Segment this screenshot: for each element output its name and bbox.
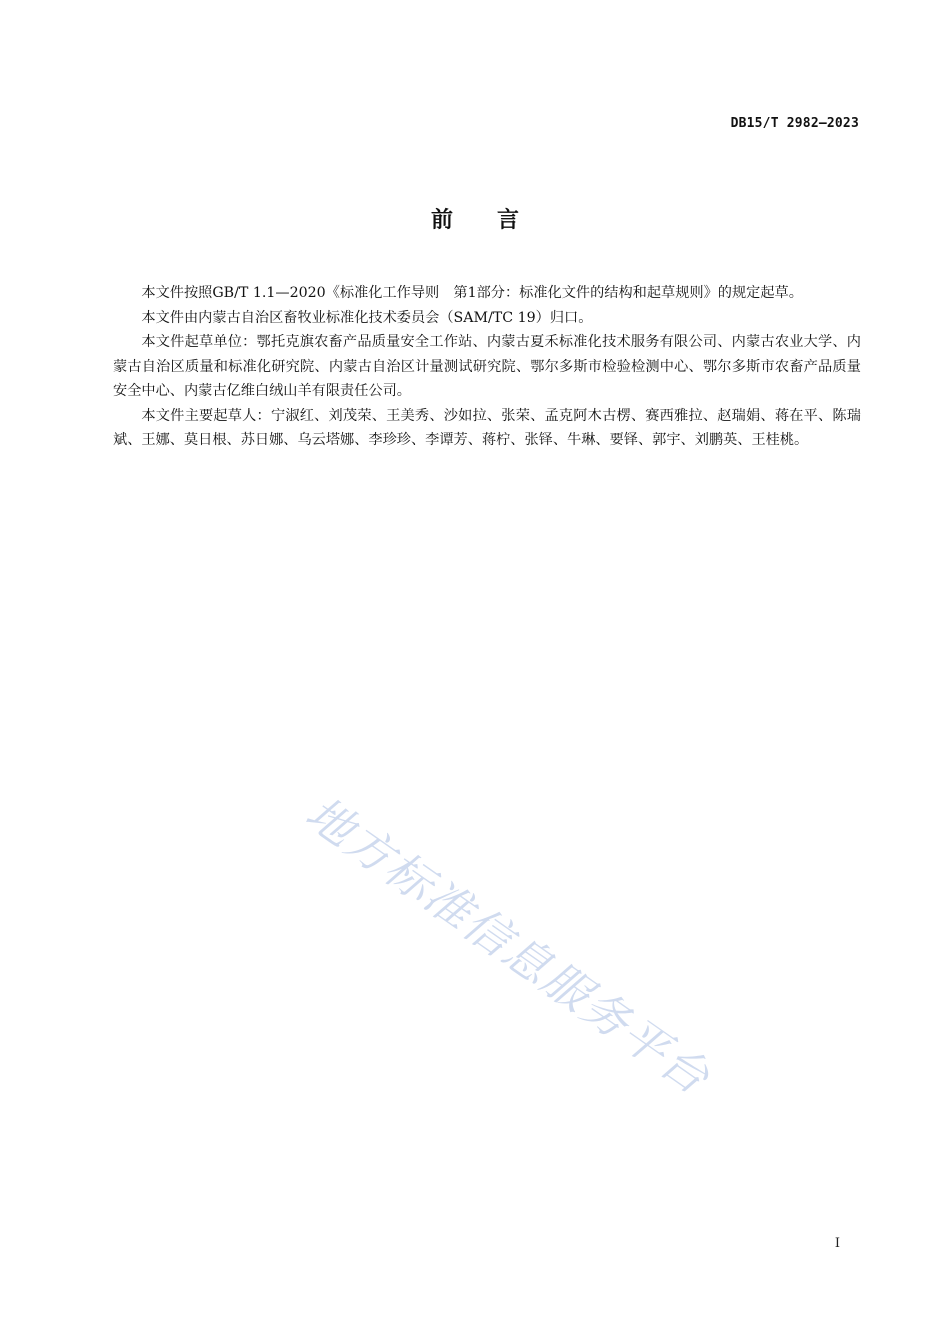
page-number: I [834, 1236, 840, 1251]
paragraph-drafting-rules: 本文件按照GB/T 1.1—2020《标准化工作导则 第1部分：标准化文件的结构和起草规则》的规定起草。 [141, 285, 803, 301]
paragraph-committee: 本文件由内蒙古自治区畜牧业标准化技术委员会（SAM/TC 19）归口。 [141, 309, 593, 326]
watermark: 地方标准信息服务平台 [296, 785, 721, 1106]
paragraph-drafting-units: 本文件起草单位：鄂托克旗农畜产品质量安全工作站、内蒙古夏禾标准化技术服务有限公司、内蒙古农业大学、内蒙古自治区质量和标准化研究院、内蒙古自治区计量测试研究院、鄂尔多斯市检验检测中心、鄂尔多斯市农畜产品质量安全中心、内蒙古亿维白绒山羊有限责任公司。 [113, 334, 861, 399]
page-title: 前言 [430, 208, 563, 233]
document-code: DB15/T 2982—2023 [730, 116, 859, 131]
paragraph-drafters: 本文件主要起草人：宁淑红、刘茂荣、王美秀、沙如拉、张荣、孟克阿木古楞、赛西雅拉、赵瑞娟、蒋在平、陈瑞斌、王娜、莫日根、苏日娜、乌云塔娜、李珍珍、李谭芳、蒋柠、张铎、牛琳、要铎、郭宇、刘鹏英、王桂桃。 [113, 407, 861, 448]
foreword-body [113, 281, 861, 453]
